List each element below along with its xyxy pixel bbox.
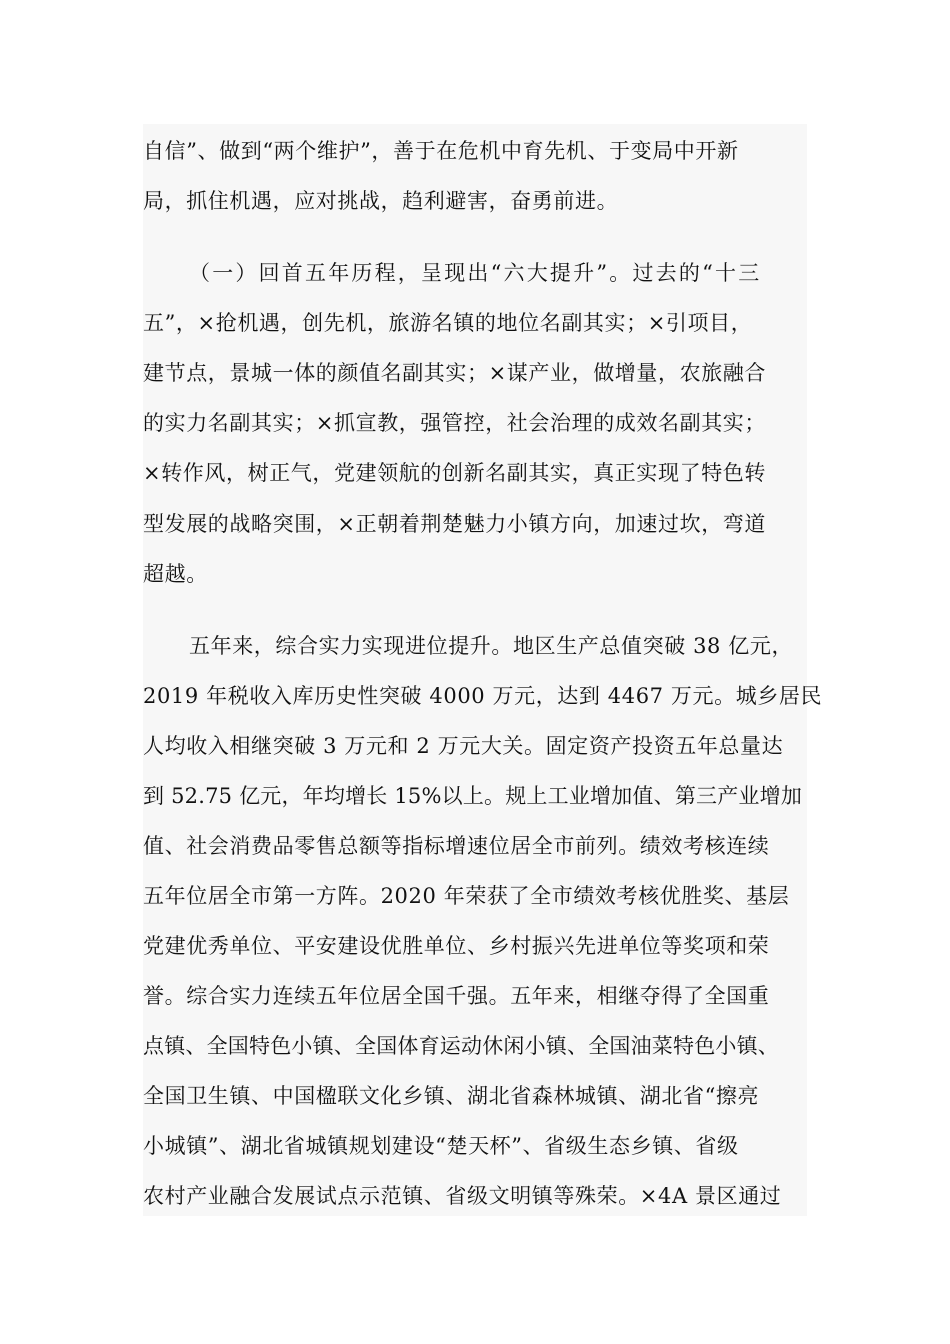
section-heading: （一）回首五年历程，呈现出“六大提升”。过去的“十三: [189, 261, 762, 285]
paragraph-line: 值、社会消费品零售总额等指标增速位居全市前列。绩效考核连续: [143, 834, 770, 858]
paragraph-line: 型发展的战略突围，×正朝着荆楚魅力小镇方向，加速过坎，弯道: [143, 512, 766, 536]
paragraph-line: 誉。综合实力连续五年位居全国千强。五年来，相继夺得了全国重: [143, 984, 770, 1008]
paragraph-line: 2019 年税收入库历史性突破 4000 万元，达到 4467 万元。城乡居民: [143, 684, 823, 708]
paragraph-line: 局，抓住机遇，应对挑战，趋利避害，奋勇前进。: [143, 189, 619, 213]
paragraph-line: 的实力名副其实；×抓宣教，强管控，社会治理的成效名副其实；: [143, 411, 766, 435]
paragraph-line: 小城镇”、湖北省城镇规划建设“楚天杯”、省级生态乡镇、省级: [143, 1134, 739, 1158]
paragraph-line: 全国卫生镇、中国楹联文化乡镇、湖北省森林城镇、湖北省“擦亮: [143, 1084, 760, 1108]
paragraph-line: 点镇、全国特色小镇、全国体育运动休闲小镇、全国油菜特色小镇、: [143, 1034, 779, 1058]
paragraph-line: ×转作风，树正气，党建领航的创新名副其实，真正实现了特色转: [143, 461, 766, 485]
paragraph-line: 党建优秀单位、平安建设优胜单位、乡村振兴先进单位等奖项和荣: [143, 934, 770, 958]
paragraph-line: 五年位居全市第一方阵。2020 年荣获了全市绩效考核优胜奖、基层: [143, 884, 790, 908]
paragraph-line: 超越。: [143, 562, 208, 586]
paragraph-line: 五年来，综合实力实现进位提升。地区生产总值突破 38 亿元，: [189, 634, 794, 658]
paragraph-line: 人均收入相继突破 3 万元和 2 万元大关。固定资产投资五年总量达: [143, 734, 784, 758]
paragraph-line: 建节点，景城一体的颜值名副其实；×谋产业，做增量，农旅融合: [143, 361, 766, 385]
paragraph-line: 五”，×抢机遇，创先机，旅游名镇的地位名副其实；×引项目，: [143, 311, 753, 335]
paragraph-line: 自信”、做到“两个维护”，善于在危机中育先机、于变局中开新: [143, 139, 739, 163]
paragraph-line: 农村产业融合发展试点示范镇、省级文明镇等殊荣。×4A 景区通过: [143, 1184, 782, 1208]
paragraph-line: 到 52.75 亿元，年均增长 15%以上。规上工业增加值、第三产业增加: [143, 784, 803, 808]
